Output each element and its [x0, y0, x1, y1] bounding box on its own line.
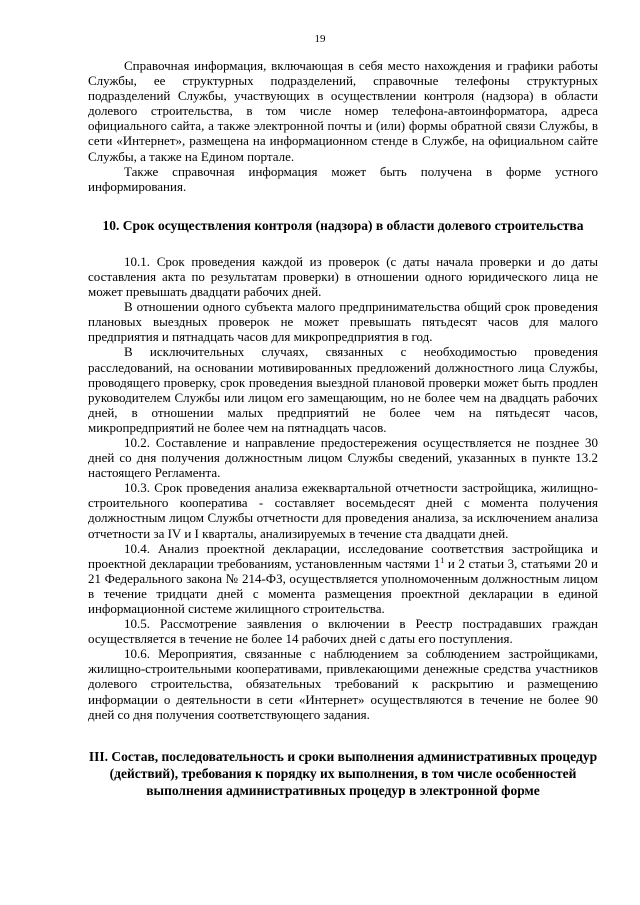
section-10-heading: 10. Срок осуществления контроля (надзора) в области долевого строительства	[102, 217, 584, 233]
document-body	[88, 58, 598, 799]
paragraph-reference-info: Справочная информация, включающая в себя место нахождения и графики работы Службы, ее структурных подразделений, справочные телефоны структурных подразделений Службы, участвующих в осуществлении контроля (надзора) в области долевого строительства, в том числе номер телефона-автоинформатора, адреса официального сайта, а также электронной почты и (или) формы обратной связи Службы, в сети «Интернет», размещена на информационном стенде в Службе, на официальном сайте Службы, а также на Едином портале.	[88, 58, 598, 164]
paragraph-10-3: 10.3. Срок проведения анализа ежеквартальной отчетности застройщика, жилищно-строительного кооператива - составляет восемьдесят дней с момента получения должностным лицом Службы отчетности для проведения анализа, за исключением анализа отчетности за IV и I кварталы, анализируемых в течение ста двадцати дней.	[88, 480, 598, 541]
section-3-heading: III. Состав, последовательность и сроки выполнения административных процедур (действий), требования к порядку их выполнения, в том числе особенностей выполнения административных процедур в электронной форме	[88, 748, 598, 798]
footnote-superscript: 1	[440, 555, 445, 565]
paragraph-small-business: В отношении одного субъекта малого предпринимательства общий срок проведения плановых выездных проверок не может превышать пятьдесят часов для малого предприятия и пятнадцать часов для микропредприятия в год.	[88, 299, 598, 345]
paragraph-10-5: 10.5. Рассмотрение заявления о включении в Реестр пострадавших граждан осуществляется в течение не более 14 рабочих дней с даты его поступления.	[88, 616, 598, 647]
paragraph-exceptional-cases: В исключительных случаях, связанных с необходимостью проведения расследований, на основании мотивированных предложений должностного лица Службы, проводящего проверку, срок проведения выездной плановой проверки может быть продлен руководителем Службы или лицом его замещающим, но не более чем на двадцать рабочих дней, в отношении малых предприятий не более чем на пятьдесят часов, микропредприятий не более чем на пятнадцать часов.	[88, 344, 598, 435]
paragraph-10-4	[88, 541, 598, 616]
paragraph-10-1: 10.1. Срок проведения каждой из проверок (с даты начала проверки и до даты составления акта по результатам проверки) в отношении одного юридического лица не может превышать двадцати рабочих дней.	[88, 253, 598, 300]
paragraph-oral-info: Также справочная информация может быть получена в форме устного информирования.	[88, 163, 598, 194]
paragraph-10-2: 10.2. Составление и направление предостережения осуществляется не позднее 30 дней со дня получения должностным лицом Службы сведений, указанных в пункте 13.2 настоящего Регламента.	[88, 434, 598, 481]
paragraph-10-4-text-start: 10.4. Анализ проектной декларации, исследование соответствия застройщика и проектной декларации требованиям, установленным частями 1	[88, 540, 598, 571]
page-number: 19	[314, 33, 326, 45]
paragraph-10-4-text-end: и 2 статьи 3, статьями 20 и 21 Федерального закона № 214-ФЗ, осуществляется уполномоченным должностным лицом в течение тридцати дней с момента размещения проектной декларации в единой информационной системе жилищного строительства.	[88, 555, 598, 616]
paragraph-10-6: 10.6. Мероприятия, связанные с наблюдением за соблюдением застройщиками, жилищно-строительными кооперативами, привлекающими денежные средства участников долевого строительства, обязательных требований к раскрытию и размещению информации о деятельности в сети «Интернет» осуществляются в течение не более 90 дней со дня получения соответствующего задания.	[88, 646, 598, 722]
